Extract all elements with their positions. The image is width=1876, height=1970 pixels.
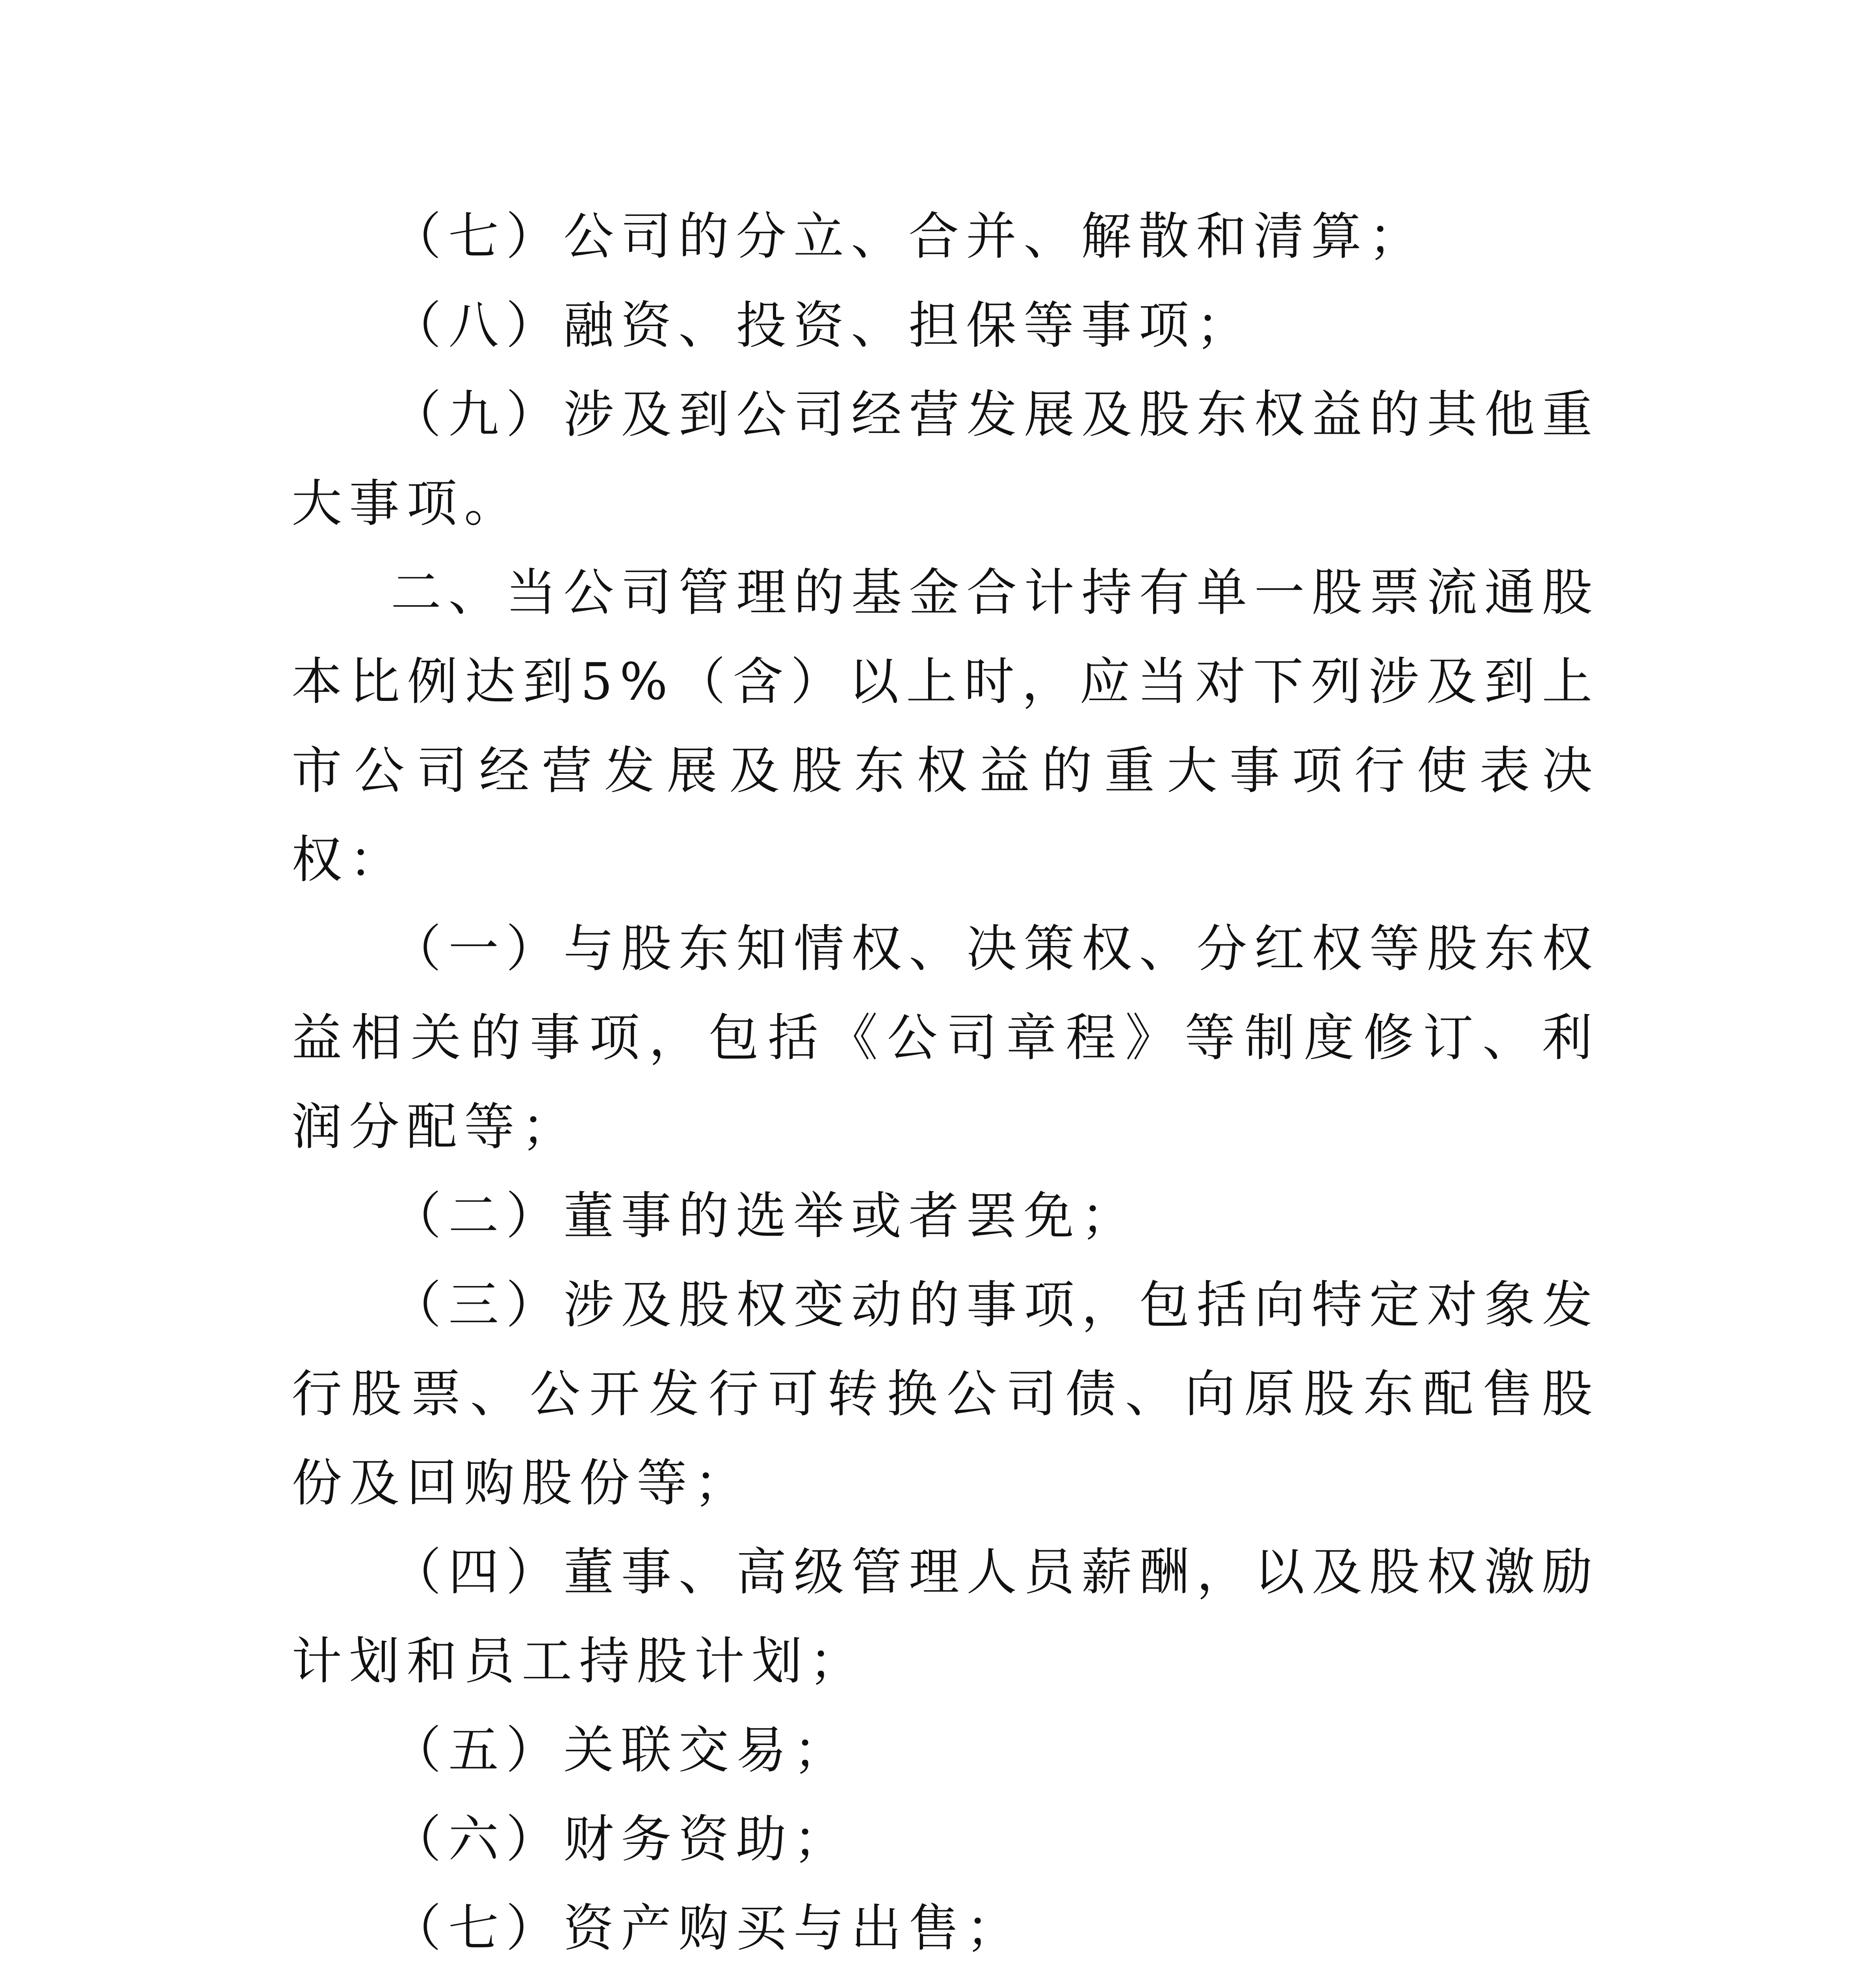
paragraph-sub-item-4: （四）董事、高级管理人员薪酬，以及股权激励计划和员工持股计划；	[292, 1543, 1599, 1691]
paragraph-sub-item-2: （二）董事的选举或者罢免；	[391, 1187, 1139, 1245]
paragraph-item-8-financing: （八）融资、投资、担保等事项；	[391, 296, 1254, 355]
paragraph-item-7-split-merge: （七）公司的分立、合并、解散和清算；	[391, 207, 1427, 266]
paragraph-sub-item-7: （七）资产购买与出售；	[391, 1899, 1024, 1958]
paragraph-section-two: 二、当公司管理的基金合计持有单一股票流通股本比例达到5%（含）以上时，应当对下列涉及到上市公司经营发展及股东权益的重大事项行使表决权：	[292, 563, 1599, 889]
paragraph-sub-item-3: （三）涉及股权变动的事项，包括向特定对象发行股票、公开发行可转换公司债、向原股东配售股份及回购股份等；	[292, 1276, 1599, 1513]
paragraph-item-9-other-matters: （九）涉及到公司经营发展及股东权益的其他重大事项。	[292, 385, 1599, 533]
paragraph-sub-item-5: （五）关联交易；	[391, 1721, 851, 1780]
document-body	[292, 192, 1599, 1970]
paragraph-sub-item-1: （一）与股东知情权、决策权、分红权等股东权益相关的事项，包括《公司章程》等制度修订、利润分配等；	[292, 920, 1599, 1156]
paragraph-sub-item-6: （六）财务资助；	[391, 1810, 851, 1869]
